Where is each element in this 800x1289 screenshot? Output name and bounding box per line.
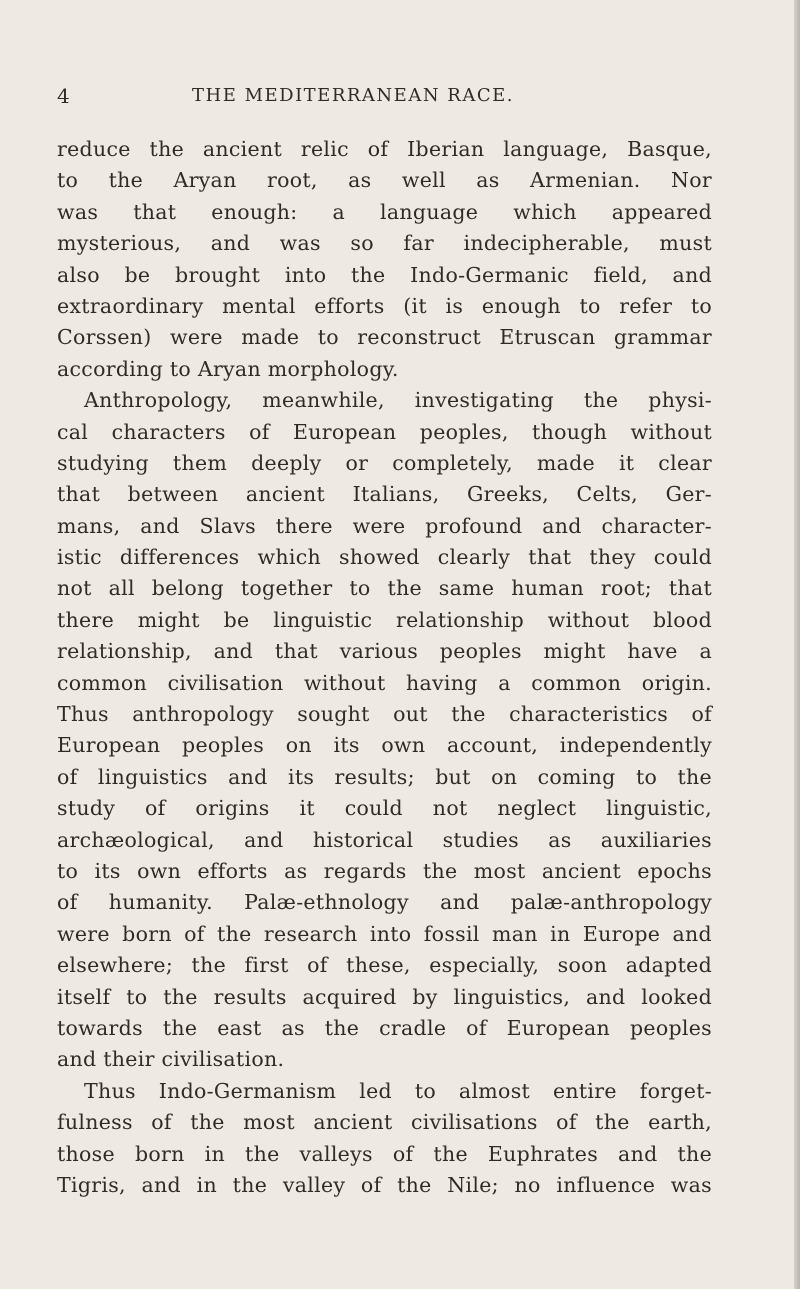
- text-line: and their civilisation.: [57, 1047, 285, 1072]
- text-line: mans, and Slavs there were profound and character-: [57, 513, 712, 538]
- running-title: THE MEDITERRANEAN RACE.: [192, 85, 514, 106]
- text-line: also be brought into the Indo-Germanic field, and: [57, 262, 712, 287]
- text-line: to its own efforts as regards the most ancient epochs: [57, 858, 712, 883]
- text-line: common civilisation without having a common origin.: [57, 670, 712, 695]
- text-line: fulness of the most ancient civilisations of the earth,: [57, 1110, 712, 1135]
- text-line: archæological, and historical studies as auxiliaries: [57, 827, 712, 852]
- text-line: mysterious, and was so far indecipherable, must: [57, 231, 712, 256]
- page-header: [57, 84, 712, 114]
- text-line: that between ancient Italians, Greeks, Celts, Ger-: [57, 482, 712, 507]
- page-number: 4: [57, 84, 72, 108]
- text-line: reduce the ancient relic of Iberian language, Basque,: [57, 137, 712, 161]
- text-line: istic differences which showed clearly that they could: [57, 545, 712, 570]
- text-line: Thus anthropology sought out the characteristics of: [57, 702, 712, 727]
- text-line: there might be linguistic relationship without blood: [57, 607, 712, 632]
- text-line: according to Aryan morphology.: [57, 356, 399, 381]
- text-line: Thus Indo-Germanism led to almost entire forget-: [84, 1078, 712, 1103]
- text-line: those born in the valleys of the Euphrates and the: [57, 1141, 712, 1166]
- text-line: Tigris, and in the valley of the Nile; no influence was: [57, 1172, 712, 1197]
- text-line: studying them deeply or completely, made it clear: [57, 450, 712, 475]
- text-line: cal characters of European peoples, though without: [57, 419, 712, 444]
- text-line: Anthropology, meanwhile, investigating the physi-: [84, 388, 712, 413]
- text-line: of humanity. Palæ-ethnology and palæ-anthropology: [57, 890, 712, 915]
- text-line: European peoples on its own account, independently: [57, 733, 712, 758]
- text-line: not all belong together to the same human root; that: [57, 576, 712, 601]
- text-line: extraordinary mental efforts (it is enough to refer to: [57, 293, 712, 318]
- body-text: [57, 134, 712, 1201]
- text-line: itself to the results acquired by linguistics, and looked: [57, 984, 712, 1009]
- text-line: were born of the research into fossil man in Europe and: [57, 921, 712, 946]
- text-line: was that enough: a language which appeared: [57, 199, 712, 224]
- text-line: study of origins it could not neglect linguistic,: [57, 796, 712, 821]
- text-line: of linguistics and its results; but on coming to the: [57, 764, 712, 789]
- text-line: relationship, and that various peoples might have a: [57, 639, 712, 664]
- text-line: Corssen) were made to reconstruct Etruscan grammar: [57, 325, 712, 350]
- text-line: to the Aryan root, as well as Armenian. Nor: [57, 168, 712, 193]
- text-line: elsewhere; the first of these, especially, soon adapted: [57, 953, 712, 978]
- text-line: towards the east as the cradle of European peoples: [57, 1015, 712, 1040]
- page-edge: [794, 0, 800, 1289]
